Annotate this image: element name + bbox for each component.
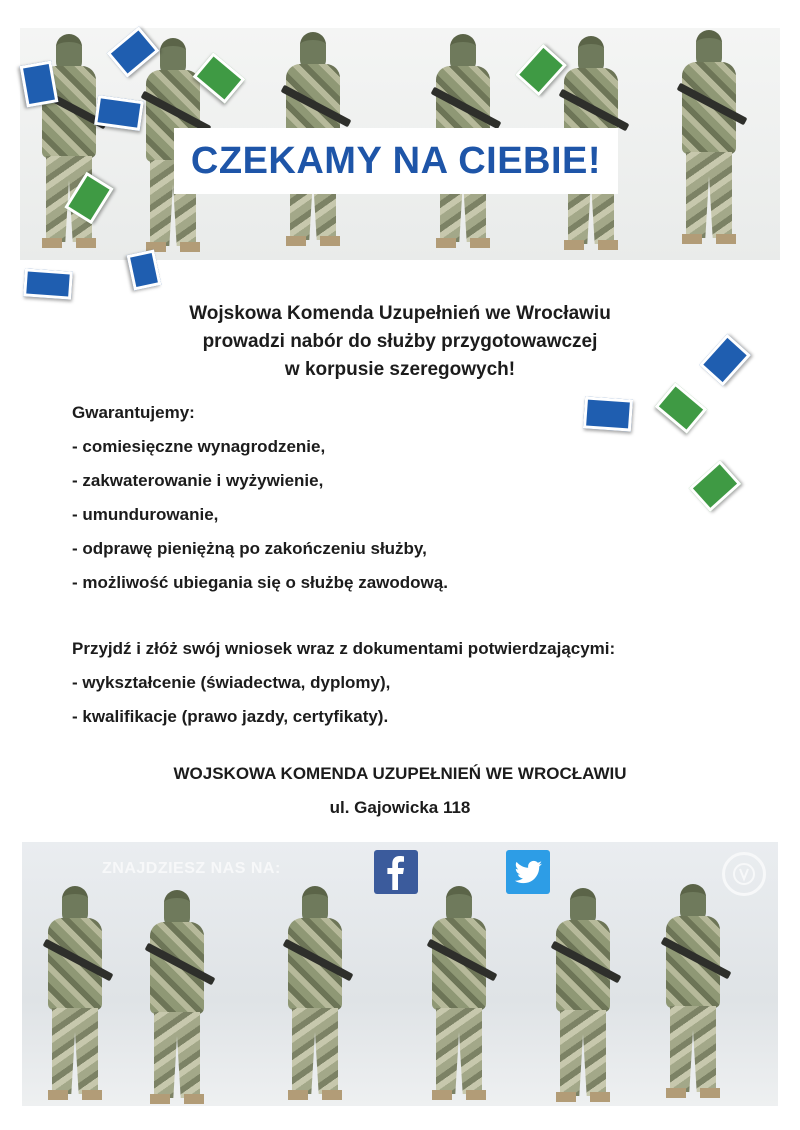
organization-address: ul. Gajowicka 118 xyxy=(329,798,471,817)
list-item: - możliwość ubiegania się o służbę zawodową. xyxy=(72,573,448,592)
list-item: - umundurowanie, xyxy=(72,505,219,524)
guarantees-heading: Gwarantujemy: xyxy=(72,403,195,422)
blue-card-decoration xyxy=(699,334,751,387)
bottom-banner-image xyxy=(22,842,778,1106)
apply-section xyxy=(72,638,732,740)
intro-line: prowadzi nabór do służby przygotowawczej xyxy=(202,331,598,352)
headline-box xyxy=(174,128,618,194)
green-card-decoration xyxy=(689,460,742,512)
page-title: CZEKAMY NA CIEBIE! xyxy=(190,139,602,182)
list-item: - odprawę pieniężną po zakończeniu służby, xyxy=(72,539,427,558)
list-item: - zakwaterowanie i wyżywienie, xyxy=(72,471,324,490)
intro-text xyxy=(100,300,700,384)
list-item: - comiesięczne wynagrodzenie, xyxy=(72,437,326,456)
guarantees-section xyxy=(72,402,632,606)
intro-line: Wojskowa Komenda Uzupełnień we Wrocławiu xyxy=(189,303,611,324)
facebook-icon[interactable] xyxy=(374,850,418,894)
apply-heading: Przyjdź i złóż swój wniosek wraz z dokumentami potwierdzającymi: xyxy=(72,639,616,658)
twitter-icon[interactable] xyxy=(506,850,550,894)
emblem-icon xyxy=(722,852,766,896)
blue-card-decoration xyxy=(94,95,144,131)
blue-card-decoration xyxy=(23,268,73,299)
organization-name: WOJSKOWA KOMENDA UZUPEŁNIEŃ WE WROCŁAWIU xyxy=(173,764,627,783)
list-item: - kwalifikacje (prawo jazdy, certyfikaty). xyxy=(72,707,389,726)
list-item: - wykształcenie (świadectwa, dyplomy), xyxy=(72,673,391,692)
intro-line: w korpusie szeregowych! xyxy=(284,359,516,380)
green-card-decoration xyxy=(655,382,708,434)
find-us-label: ZNAJDZIESZ NAS NA: xyxy=(102,860,281,877)
